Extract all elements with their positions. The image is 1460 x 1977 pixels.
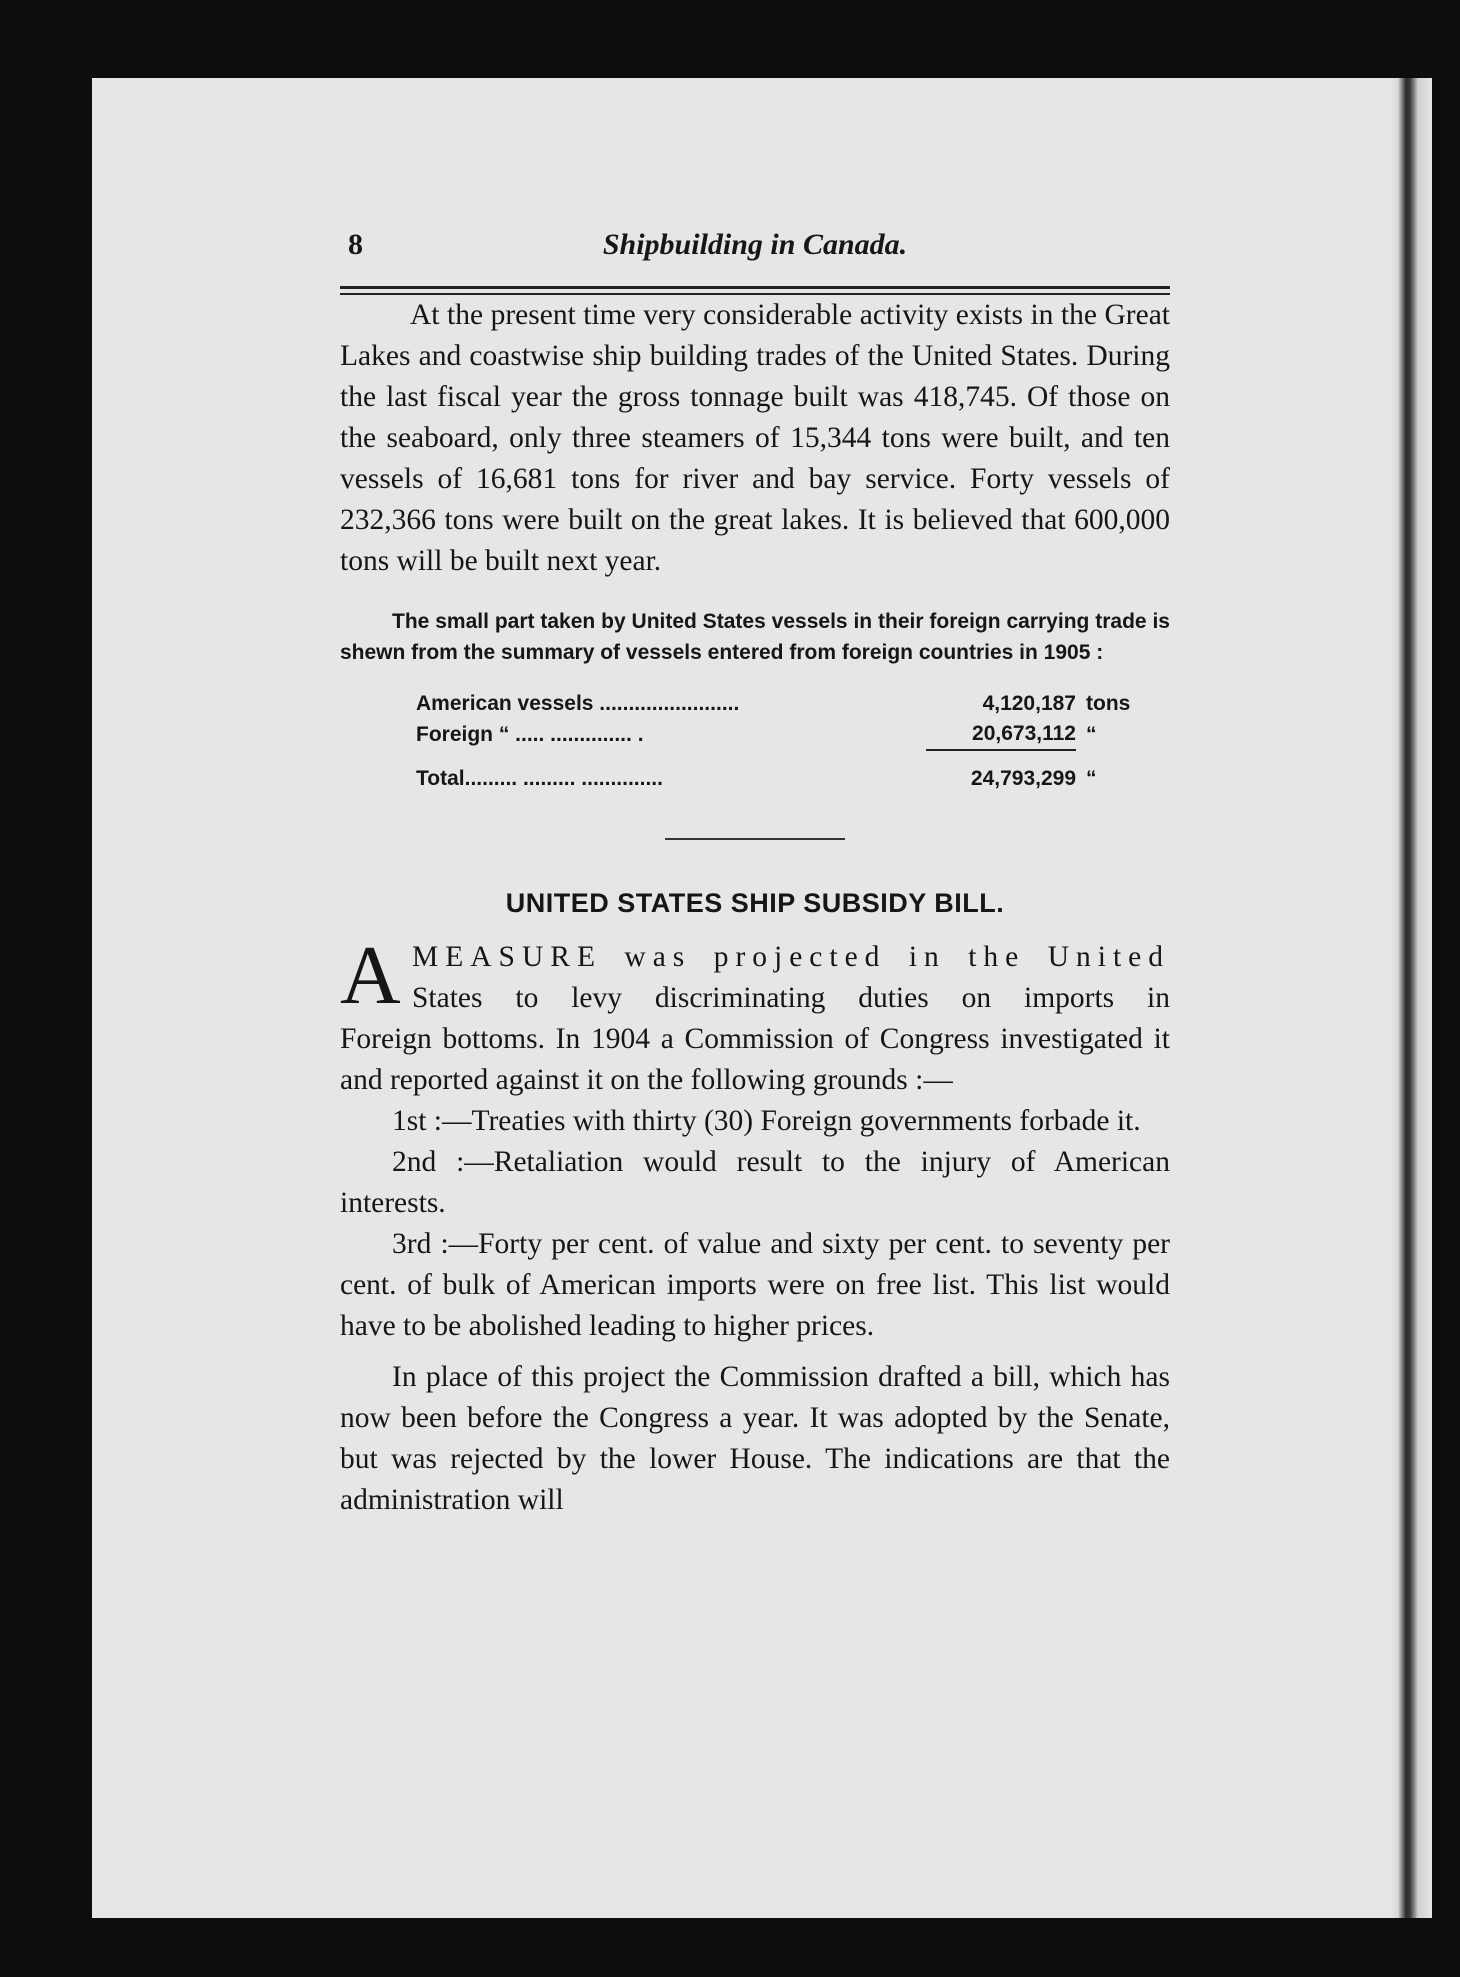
total-label: Total......... ......... ..............: [416, 766, 663, 790]
measure-rest: Foreign bottoms. In 1904 a Commission of Congress investigated it and reported against it on the following grounds :—: [340, 1023, 1170, 1096]
scan-border: [1432, 0, 1460, 1977]
page-content: [340, 228, 1170, 1521]
header-rule: [340, 286, 1170, 295]
ground-1: 1st :—Treaties with thirty (30) Foreign governments forbade it.: [392, 1105, 1141, 1137]
drop-cap: A: [340, 929, 401, 1022]
row-label: American vessels ........................: [416, 692, 740, 715]
measure-paragraph: [340, 929, 1170, 1101]
running-head: [340, 228, 1170, 268]
drop-cap-lines: [412, 937, 1170, 1019]
total-unit: “: [1086, 766, 1097, 790]
table-row: [416, 719, 1130, 750]
measure-line-1: MEASURE was projected in the United: [412, 941, 1170, 973]
book-spine: [1390, 78, 1432, 1918]
closing-paragraph: In place of this project the Commission drafted a bill, which has now been before the Congress a year. It was adopted by the Senate, but was rejected by the lower House. The indications are that the administration will: [340, 1361, 1170, 1516]
drop-cap-block: [340, 929, 1170, 1022]
ground-3: 3rd :—Forty per cent. of value and sixty per cent. to seventy per cent. of bulk of American imports were on free list. This list would have to be abolished leading to higher prices.: [340, 1228, 1170, 1342]
total-value: 24,793,299: [926, 750, 1076, 794]
row-unit: tons: [1086, 692, 1131, 715]
running-title: Shipbuilding in Canada.: [602, 228, 908, 261]
page-number: 8: [348, 228, 363, 261]
small-note-paragraph: The small part taken by United States vessels in their foreign carrying trade is shewn from the summary of vessels entered from foreign countries in 1905 :: [340, 610, 1170, 664]
table-total-row: [416, 750, 1130, 794]
table-row: [416, 689, 1130, 719]
section-title: UNITED STATES SHIP SUBSIDY BILL.: [505, 888, 1005, 918]
section-divider: [665, 838, 845, 840]
row-value: 20,673,112: [972, 722, 1076, 745]
intro-paragraph: At the present time very considerable activity exists in the Great Lakes and coastwise ship building trades of the United States. During the last fiscal year the gross tonnage built was 418,745. Of those on the seaboard, only three steamers of 15,344 tons were built, and ten vessels of 16,681 tons for river and bay service. Forty vessels of 232,366 tons were built on the great lakes. It is believed that 600,000 tons will be built next year.: [340, 299, 1170, 577]
row-value: 4,120,187: [982, 692, 1076, 715]
measure-line-2: States to levy discriminating duties on imports in: [412, 982, 1170, 1014]
tonnage-table: [416, 689, 1130, 794]
row-label: Foreign “ ..... .............. .: [416, 722, 644, 746]
ground-2: 2nd :—Retaliation would result to the injury of American interests.: [340, 1146, 1170, 1219]
row-unit: “: [1086, 722, 1097, 746]
